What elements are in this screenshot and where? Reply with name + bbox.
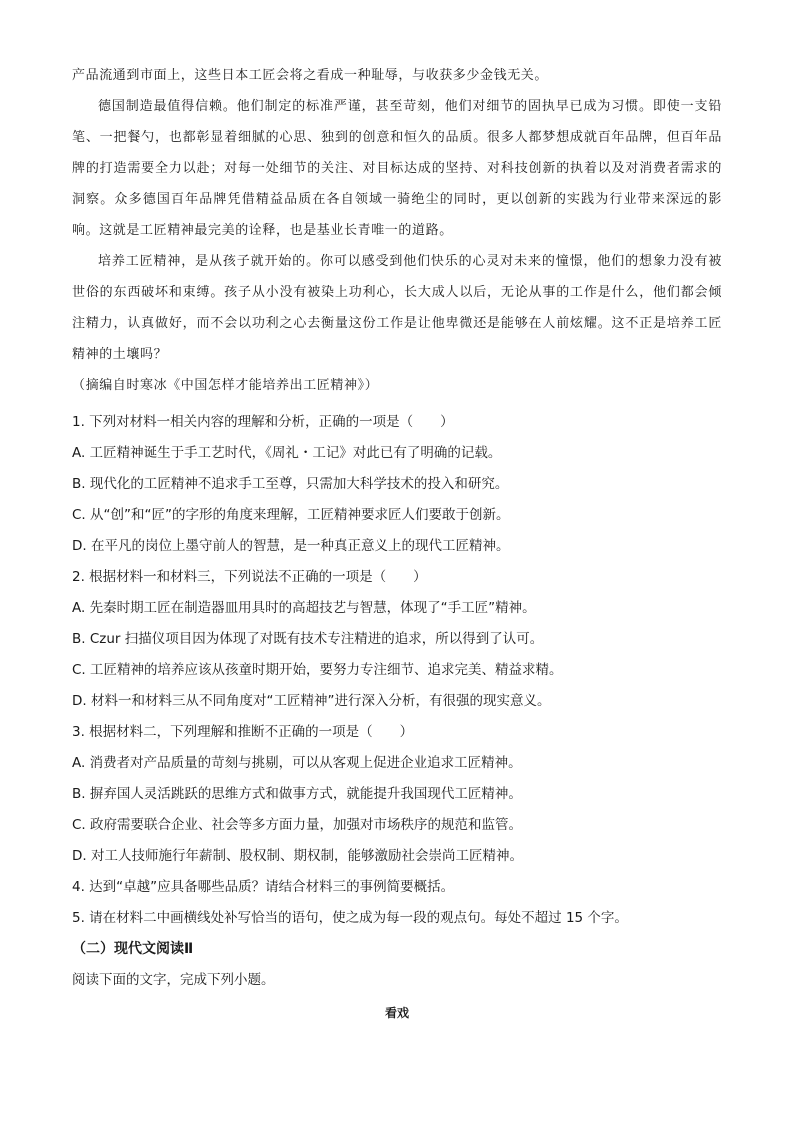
passage-paragraph-1: 德国制造最值得信赖。他们制定的标准严谨，甚至苛刻，他们对细节的固执早已成为习惯。即使一支铅笔、一把餐勺，也都彰显着细腻的心思、独到的创意和恒久的品质。很多人都梦想成就百年品牌，但百年品牌的打造需要全力以赴；对每一处细节的关注、对目标达成的坚持、对科技创新的执着以及对消费者需求的洞察。众多德国百年品牌凭借精益品质在各自领域一骑绝尘的同时，更以创新的实践为行业带来深远的影响。这就是工匠精神最完美的诠释，也是基业长青唯一的道路。 xyxy=(72,99,722,238)
story-title: 看戏 xyxy=(384,1006,409,1020)
passage-source: （摘编自时寒冰《中国怎样才能培养出工匠精神》） xyxy=(72,378,379,393)
question-1-option-d: D. 在平凡的岗位上墨守前人的智慧，是一种真正意义上的现代工匠精神。 xyxy=(72,538,510,554)
question-2-option-d: D. 材料一和材料三从不同角度对“工匠精神”进行深入分析，有很强的现实意义。 xyxy=(72,693,551,709)
question-5: 5. 请在材料二中画横线处补写恰当的语句，使之成为每一段的观点句。每处不超过 15 个字。 xyxy=(72,910,628,926)
question-2-stem: 2. 根据材料一和材料三，下列说法不正确的一项是（ ） xyxy=(72,569,427,585)
question-1-stem: 1. 下列对材料一相关内容的理解和分析，正确的一项是（ ） xyxy=(72,414,454,430)
section-heading: （二）现代文阅读Ⅱ xyxy=(72,941,194,957)
question-3-option-a: A. 消费者对产品质量的苛刻与挑剔，可以从客观上促进企业追求工匠精神。 xyxy=(72,755,522,771)
question-1-option-c: C. 从“创”和“匠”的字形的角度来理解，工匠精神要求匠人们要敢于创新。 xyxy=(72,507,510,523)
section-instruction: 阅读下面的文字，完成下列小题。 xyxy=(72,972,275,988)
question-1-option-a: A. 工匠精神诞生于手工艺时代，《周礼・工记》对此已有了明确的记载。 xyxy=(72,445,502,461)
passage-paragraph-2: 培养工匠精神，是从孩子就开始的。你可以感受到他们快乐的心灵对未来的憧憬，他们的想象力没有被世俗的东西破坏和束缚。孩子从小没有被染上功利心，长大成人以后，无论从事的工作是什么，他们都会倾注精力，认真做好，而不会以功利之心去衡量这份工作是让他卑微还是能够在人前炫耀。这不正是培养工匠精神的土壤吗？ xyxy=(72,254,722,362)
question-1-option-b: B. 现代化的工匠精神不追求手工至尊，只需加大科学技术的投入和研究。 xyxy=(72,476,509,492)
question-4: 4. 达到“卓越”应具备哪些品质？请结合材料三的事例简要概括。 xyxy=(72,879,455,895)
question-2-option-b: B. Czur 扫描仪项目因为体现了对既有技术专注精进的追求，所以得到了认可。 xyxy=(72,631,544,647)
passage-excerpt xyxy=(72,60,722,401)
passage-paragraph-0: 产品流通到市面上，这些日本工匠会将之看成一种耻辱，与收获多少金钱无关。 xyxy=(72,68,549,83)
question-3-stem: 3. 根据材料二，下列理解和推断不正确的一项是（ ） xyxy=(72,724,414,740)
question-3-option-c: C. 政府需要联合企业、社会等多方面力量，加强对市场秩序的规范和监管。 xyxy=(72,817,523,833)
question-2-option-a: A. 先秦时期工匠在制造器皿用具时的高超技艺与智慧，体现了“手工匠”精神。 xyxy=(72,600,536,616)
question-3-option-d: D. 对工人技师施行年薪制、股权制、期权制，能够激励社会崇尚工匠精神。 xyxy=(72,848,523,864)
question-2-option-c: C. 工匠精神的培养应该从孩童时期开始，要努力专注细节、追求完美、精益求精。 xyxy=(72,662,563,678)
question-3-option-b: B. 摒弃国人灵活跳跃的思维方式和做事方式，就能提升我国现代工匠精神。 xyxy=(72,786,522,802)
